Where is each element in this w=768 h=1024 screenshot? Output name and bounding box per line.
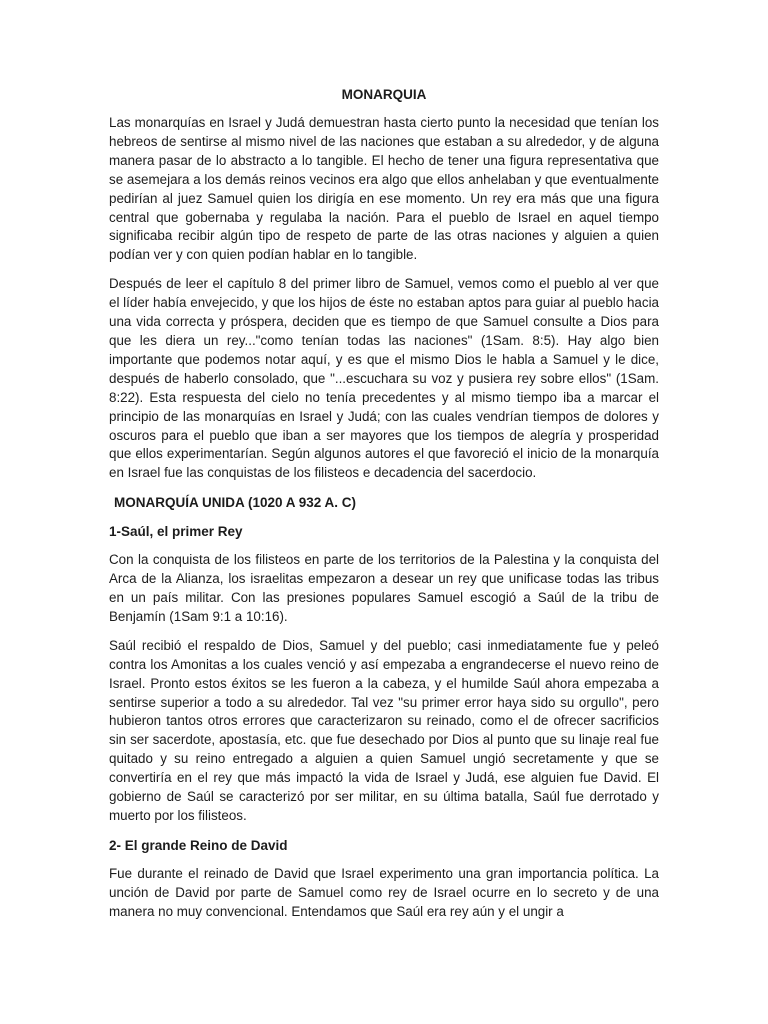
subheading-saul: 1-Saúl, el primer Rey bbox=[109, 524, 243, 540]
intro-paragraph-2: Después de leer el capítulo 8 del primer libro de Samuel, vemos como el pueblo al ver que el líder había envejecido, y que los hijos de éste no estaban aptos para guiar al pueblo hacia una vida correcta y próspera, deciden que es tiempo de que Samuel consulte a Dios para que les diera un rey..."como tenían todas las naciones" (1Sam. 8:5). Hay algo bien importante que podemos notar aquí, y es que el mismo Dios le habla a Samuel y le dice, después de haberlo consolado, que "...escuchara su voz y pusiera rey sobre ellos" (1Sam. 8:22). Esta respuesta del cielo no tenía precedentes y al mismo tiempo iba a marcar el principio de las monarquías en Israel y Judá; con las cuales vendrían tiempos de dolores y oscuros para el pueblo que iban a ser mayores que los tiempos de alegría y prosperidad que ellos experimentarían. Según algunos autores el que favoreció el inicio de la monarquía en Israel fue las conquistas de los filisteos e decadencia del sacerdocio. bbox=[109, 276, 659, 481]
saul-paragraph-2: Saúl recibió el respaldo de Dios, Samuel y del pueblo; casi inmediatamente fue y peleó contra los Amonitas a los cuales venció y así empezaba a engrandecerse el nuevo reino de Israel. Pronto estos éxitos se les fueron a la cabeza, y el humilde Saúl ahora empezaba a sentirse superior a todo a su alrededor. Tal vez "su primer error haya sido su orgullo", pero hubieron tantos otros errores que caracterizaron su reinado, como el de ofrecer sacrificios sin ser sacerdote, apostasía, etc. que fue desechado por Dios al punto que su linaje real fue quitado y su reino entregado a alguien a quien Samuel ungió secretamente y que se convertiría en el rey que más impactó la vida de Israel y Judá, ese alguien fue David. El gobierno de Saúl se caracterizó por ser militar, en su última batalla, Saúl fue derrotado y muerto por los filisteos. bbox=[109, 637, 659, 823]
section-heading-monarquia-unida: MONARQUÍA UNIDA (1020 A 932 A. C) bbox=[114, 495, 357, 511]
saul-paragraph-1: Con la conquista de los filisteos en parte de los territorios de la Palestina y la conquista del Arca de la Alianza, los israelitas empezaron a desear un rey que unificase todas las tribus en un país militar. Con las presiones populares Samuel escogió a Saúl de la tribu de Benjamín (1Sam 9:1 a 10:16). bbox=[109, 552, 659, 624]
david-paragraph-1: Fue durante el reinado de David que Israel experimento una gran importancia política. La unción de David por parte de Samuel como rey de Israel ocurre en lo secreto y de una manera no muy convencional. Entendamos que Saúl era rey aún y el ungir a bbox=[109, 865, 659, 919]
intro-paragraph-1: Las monarquías en Israel y Judá demuestran hasta cierto punto la necesidad que tenían los hebreos de sentirse al mismo nivel de las naciones que estaban a su alrededor, y de alguna manera pasar de lo abstracto a lo tangible. El hecho de tener una figura representativa que se asemejara a los demás reinos vecinos era algo que ellos anhelaban y que eventualmente pedirían al juez Samuel quien los dirigía en ese momento. Un rey era más que una figura central que gobernaba y regulaba la nación. Para el pueblo de Israel en aquel tiempo significaba recibir algún tipo de respeto de parte de las otras naciones y alguien a quien podían ver y con quien podían hablar en lo tangible. bbox=[109, 115, 659, 263]
subheading-david: 2- El grande Reino de David bbox=[109, 837, 288, 853]
document-page bbox=[109, 82, 659, 932]
document-title: MONARQUIA bbox=[341, 87, 427, 102]
